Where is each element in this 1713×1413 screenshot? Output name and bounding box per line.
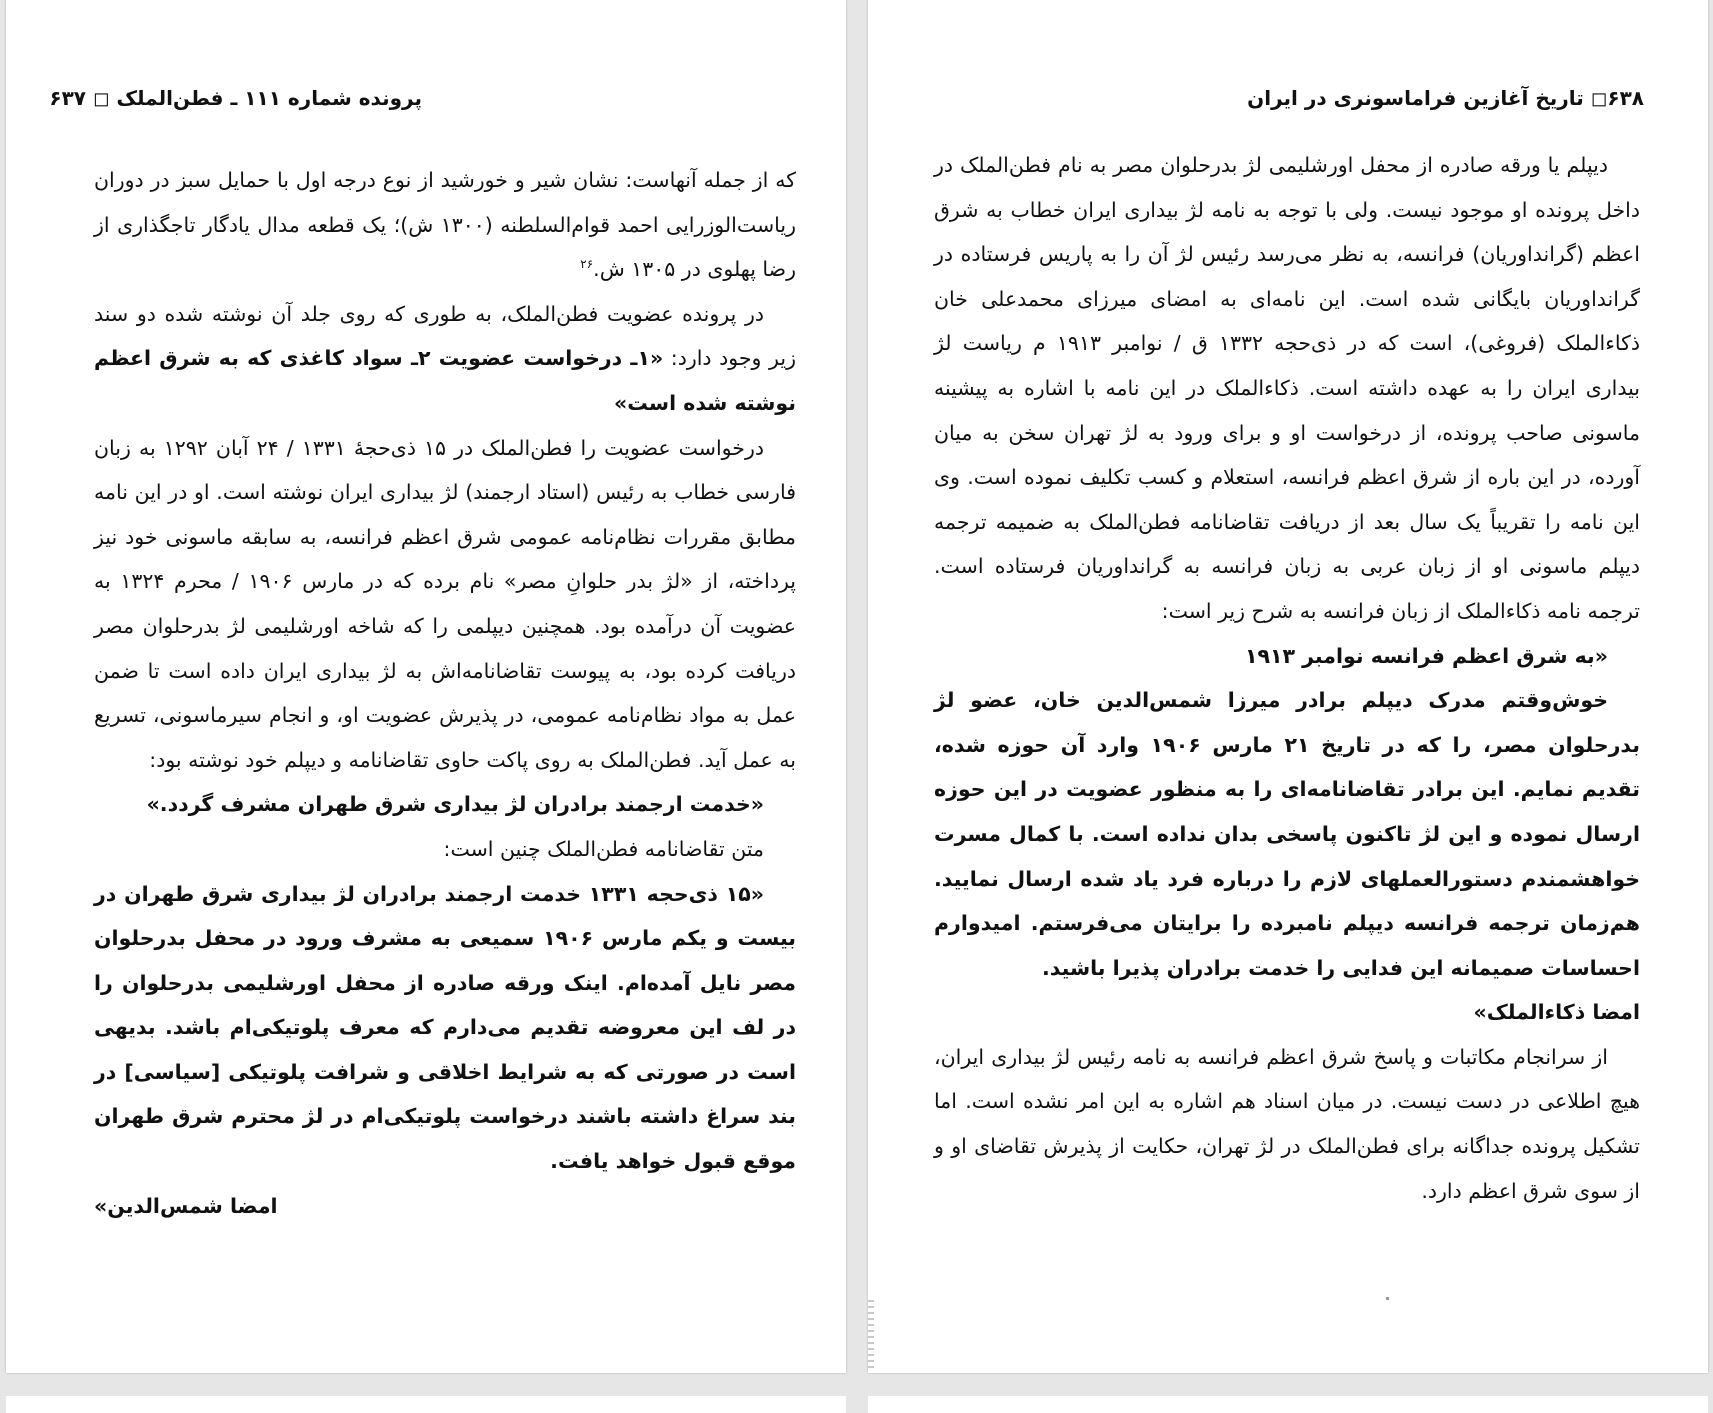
running-head-right: ۶۳۸◻ تاریخ آغازین فراماسونری در ایران <box>1247 86 1644 110</box>
next-page-right-edge <box>868 1396 1708 1413</box>
paragraph-diploma: دیپلم یا ورقه صادره از محفل اورشلیمی لژ بدرحلوان مصر به نام فطن‌الملک در داخل پرونده او موجود نیست. ولی با توجه به نامه لژ بیداری ایران خطاب به شرق اعظم (گراند‌اوریان) فرانسه، به نظر می‌رسد رئیس لژ آن را به پاریس فرستاده در گراند‌اوریان بایگانی شده است. این نامه‌ای به امضای میرزای محمدعلی خان ذکاءالملک (فروغی)، است که در ذی‌حجه ۱۳۳۲ ق / نوامبر ۱۹۱۳ م ریاست لژ بیداری ایران را به عهده داشته است. ذکاءالملک در این نامه با اشاره به پیشینه ماسونی صاحب پرونده، از درخواست او و برای ورود به لژ تهران سخن به میان آورده، در این باره از شرق اعظم فرانسه، استعلام و کسب تکلیف نموده است. وی این نامه را تقریباً یک سال بعد از دریافت تقاضانامه فطن‌الملک به ضمیمه ترجمه دیپلم ماسونی او از زبان عربی به زبان فرانسه به گراند‌اوریان فرستاده است. ترجمه نامه ذکاءالملک از زبان فرانسه به شرح زیر است: <box>934 153 1640 623</box>
paragraph-file-documents-text: در پرونده عضویت فطن‌الملک، به طوری که روی جلد آن نوشته شده دو سند زیر وجود دارد: <box>94 301 796 371</box>
footnote-marker: ۲۶ <box>580 257 594 272</box>
left-page-body <box>94 158 796 1228</box>
paragraph-request-intro: متن تقاضانامه فطن‌الملک چنین است: <box>443 836 764 861</box>
paragraph-medals-text: که از جمله آنهاست: نشان شیر و خورشید از نوع درجه اول با حمایل سبز در دوران ریاست‌الوزرایی احمد قوام‌السلطنه (۱۳۰۰ ش)؛ یک قطعه مدال یادگار تاجگذاری از رضا پهلوی در ۱۳۰۵ ش. <box>94 168 796 282</box>
page-637 <box>6 0 846 1373</box>
paragraph-envelope-note: «خدمت ارجمند برادران لژ بیداری شرق طهران مشرف گردد.» <box>146 792 764 817</box>
paragraph-outcome: از سرانجام مکاتبات و پاسخ شرق اعظم فرانسه به نامه رئیس لژ بیداری ایران، هیچ اطلاعی در دست نیست. در میان اسناد هم اشاره به این امر نشده است. اما تشکیل پرونده جداگانه برای فطن‌الملک در لژ تهران، حکایت از پذیرش تقاضای او و از سوی شرق اعظم دارد. <box>934 1044 1640 1203</box>
paragraph-file-documents-quote: «۱ـ درخواست عضویت ۲ـ سواد کاغذی که به شرق اعظم نوشته شده است» <box>94 346 796 415</box>
paragraph-file-documents <box>94 292 796 426</box>
paragraph-membership-request: درخواست عضویت را فطن‌الملک در ۱۵ ذی‌حجهٔ ۱۳۳۱ / ۲۴ آبان ۱۲۹۲ به زبان فارسی خطاب به رئیس (استاد ارجمند) لژ بیداری ایران نوشته است. او در این نامه مطابق مقررات نظام‌نامه عمومی شرق اعظم فرانسه، به سابقه ماسونی خود نیز پرداخته، از «لژ بدر حلوانِ مصر» نام برده که در مارس ۱۹۰۶ / محرم ۱۳۲۴ به عضویت آن درآمده بود. همچنین دیپلمی را که شاخه اورشلیمی لژ بدرحلوان مصر دریافت کرده بود، به پیوست تقاضانامه‌اش به لژ بیداری ایران داده است تا ضمن عمل به مواد نظام‌نامه عمومی، در پذیرش عضویت او، و انجام سیرماسونی، تسریع به عمل آید. فطن‌الملک به روی پاکت حاوی تقاضانامه و دیپلم خود نوشته بود: <box>94 435 796 772</box>
next-page-left-edge <box>6 1396 846 1413</box>
page-638 <box>868 0 1708 1373</box>
paragraph-medals <box>94 158 796 292</box>
paragraph-letter-heading: «به شرق اعظم فرانسه نوامبر ۱۹۱۳ <box>1244 643 1608 668</box>
signature-shamseddin: امضا شمس‌الدین» <box>94 1193 278 1218</box>
right-page-body <box>934 143 1640 1213</box>
paragraph-letter-body: خوش‌وقتم مدرک دیپلم برادر میرزا شمس‌الدین خان، عضو لژ بدرحلوان مصر، را که در تاریخ ۲۱ مارس ۱۹۰۶ وارد آن حوزه شده، تقدیم نمایم. این برادر تقاضانامه‌ای را به منظور عضویت در این حوزه ارسال نموده و این لژ تاکنون پاسخی بدان نداده است. با کمال مسرت خواهشمندم دستورالعملهای لازم را درباره فرد یاد شده ارسال نمایید. هم‌زمان ترجمه فرانسه دیپلم نامبرده را برایتان می‌فرستم. امیدوارم احساسات صمیمانه این فدایی را خدمت برادران پذیرا باشید. <box>934 688 1640 980</box>
signature-zoka-ol-molk: امضا ذکاءالملک» <box>1473 1000 1640 1025</box>
gutter-edge <box>868 1300 874 1370</box>
running-head-left: پرونده شماره ۱۱۱ ـ فطن‌الملک ◻ ۶۳۷ <box>49 86 422 110</box>
paragraph-request-letter: «۱۵ ذی‌حجه ۱۳۳۱ خدمت ارجمند برادران لژ بیداری شرق طهران در بیست و یکم مارس ۱۹۰۶ سمیعی به مشرف ورود در محفل بدرحلوان مصر نایل آمده‌ام. اینک ورقه صادره از محفل اورشلیمی بدرحلوان را در لف این معروضه تقدیم می‌دارم که معرف پلوتیکی‌ام باشد. بدیهی است در صورتی که به شرایط اخلاقی و شرافت پلوتیکی [سیاسی] در بند سراغ داشته باشند درخواست پلوتیکی‌ام در لژ محترم شرق طهران موقع قبول خواهد یافت. <box>94 881 797 1174</box>
page-speck <box>1386 1297 1389 1300</box>
